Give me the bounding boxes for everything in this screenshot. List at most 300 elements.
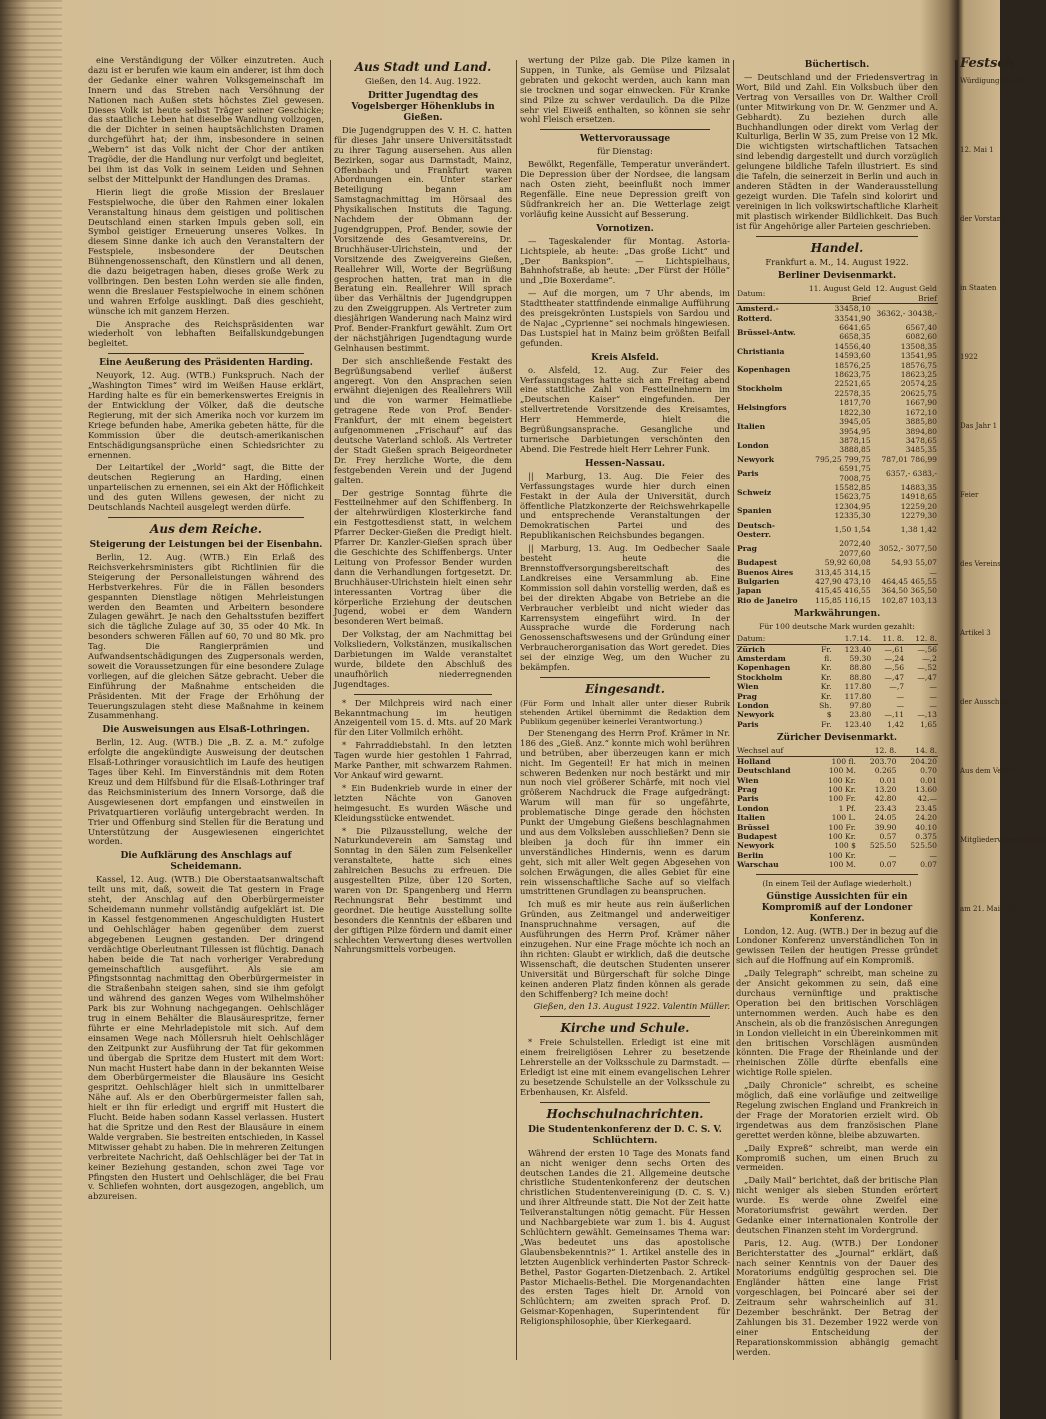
rate-cell: 427,90 473,10 <box>815 577 871 586</box>
table-row <box>736 436 938 455</box>
section-rule <box>540 677 710 678</box>
currency-name-cell: Italien <box>737 813 766 823</box>
berliner-devisen-table <box>736 284 938 605</box>
article-paragraph: || Marburg, 13. Aug. Die Feier des Verfassungstages wurde hier durch einen Festakt in der Aula der Universität, durch öffentliche Platzkonzerte der Reichswehrkapelle und entsprechende Veranstaltungen der Demokratischen Partei und des Republikanischen Reichsbundes begangen. <box>520 470 730 541</box>
currency-name-cell: Helsingfors <box>737 402 787 412</box>
table-row <box>736 851 938 860</box>
rate-cell: 364,50 365,50 <box>881 586 937 596</box>
rate-cell: 42.80 <box>874 794 897 804</box>
rate-cell: 3945,05 3954,95 <box>839 417 871 436</box>
article-paragraph: Der sich anschließende Festakt des Begrüßungsabend verlief äußerst angeregt. Von den Ansprachen seien erwähnt diejenigen des Reallehrers Will und die von warmer Heimatliebe getragene Rede von Prof. Bender-Frankfurt, der mit einem begeistert aufgenommenen „Frischauf“ auf das deutsche Vaterland schloß. Als Vertreter der Stadt Gießen sprach Beigeordneter Dr. Frey herzliche Worte, die dem festgebenden Verein und der Jugend galten. <box>334 355 512 485</box>
rate-cell: 0.375 <box>915 831 937 841</box>
rate-cell: 88.80 <box>849 672 872 682</box>
article-paragraph: Der Stenengang des Herrn Prof. Krämer in Nr. 186 des „Gieß. Anz.“ konnte mich wohl berühren und betrüben, aber überzeugen kann er mich nicht. Im Gegenteil! Er hat mich in meinen schweren Bedenken nur noch bestärkt und mir nun noch viel größerer Schärfe, mit noch viel größerem Nachdruck die Frage aufgedrängt: Warum will man für so ungefährte, problematische Dinge gerade den höchsten Punkt der Umgebung Gießens beschlagnahmen und aus dem Volksleben ausschließen? Denn sie bleiben ja doch für ihn immer ein unverständliches Hindernis, wenn es darum geht, sich mit aller Welt gegen Abgesehen von solchen Erwägungen, die alles Gebiet für eine rein wissenschaftliche Sache auf so vielfach umstrittenen Grundlagen zu beanspruchen. <box>520 727 730 897</box>
currency-name-cell: Stockholm <box>737 672 783 682</box>
article-paragraph: Der Volkstag, der am Nachmittag bei Volksliedern, Volkstänzen, musikalischen Darbietungen im Walde veranstaltet wurde, bildete den Abschluß des unaufhörlich niederregnenden Jugendtages. <box>334 629 512 689</box>
rate-cell: 102,87 103,13 <box>881 595 937 605</box>
table-row <box>736 673 938 682</box>
rate-cell: 97.80 <box>849 701 872 711</box>
fragment-line: Würdigung des Ju <box>960 77 1024 85</box>
rate-cell: 23.80 <box>849 710 872 720</box>
rate-cell: 0.01 <box>920 775 937 785</box>
headline-harding: Eine Aeußerung des Präsidenten Harding. <box>99 358 313 369</box>
currency-name-cell: Prag <box>737 544 757 554</box>
rate-cell: 100 Kr. <box>828 775 856 785</box>
article-paragraph: Der gestrige Sonntag führte die Festteilnehmer auf den Schiffenberg. In der altehrwürdigen Klosterkirche fand ein Festgottesdienst statt, in welchem Pfarrer Decker-Gießen die Predigt hielt. Pfarrer Dr. Kanzler-Gießen sprach über die Geschichte des Schiffenbergs. Unter Leitung von Professor Bender wurden dann die Verhandlungen fortgesetzt. Dr. Bruchhäuser-Ulrichstein hielt einen sehr interessanten Vortrag über die körperliche Erziehung der deutschen Jugend, wobei er dem Wandern besonderen Wert beimaß. <box>334 487 512 627</box>
rate-cell: 3052,- 3077,50 <box>878 544 937 554</box>
rate-cell: 1,38 1,42 <box>900 525 937 535</box>
table-header-row <box>736 634 938 644</box>
article-paragraph: || Marburg, 13. Aug. Im Oedbecher Saale besteht heute die Brennstoffversorgungsbereitschaft des Landkreises eine Versammlung ab. Eine Kommission soll dahin vorstellig werden, daß es bei der direkten Abgabe von Betriebe an die Verbraucher verbleibt und nicht wieder das Karrensystem eingeführt wird. In der Aussprache wurde die Forderung nach Genossenschaftswesens und der Gründung einer Verbraucherorganisation das Wort geredet. Dies sei der einzige Weg, um den Wucher zu bekämpfen. <box>520 543 730 673</box>
rate-cell: 13508,35 13541,95 <box>900 341 937 361</box>
rate-cell: Kr. <box>820 682 832 692</box>
rate-cell: 12259,20 12279,30 <box>900 501 937 521</box>
masthead-fragment: Festsch <box>960 56 1015 71</box>
rate-cell: 100 $ <box>834 841 856 851</box>
table-header-row <box>736 284 938 303</box>
rate-cell: 12304,95 12335,30 <box>834 501 871 521</box>
rate-cell: Kr. <box>820 691 832 701</box>
currency-name-cell: Stockholm <box>737 384 783 394</box>
rate-cell: 1,65 <box>920 719 937 729</box>
section-title-stadt: Aus Stadt und Land. <box>354 60 492 74</box>
rate-cell: 1,50 1,54 <box>834 525 871 535</box>
fragment-line: 12. Mai 1 <box>960 146 994 154</box>
rate-cell: 23.45 <box>915 803 937 813</box>
section-title-hochschul: Hochschulnachrichten. <box>546 1106 704 1121</box>
table-row <box>736 710 938 719</box>
rate-cell: — <box>929 682 937 692</box>
table-header-cell: 1.7.14. <box>833 634 873 644</box>
table-row <box>736 644 938 654</box>
currency-name-cell: Budapest <box>737 831 778 841</box>
rate-cell: 0.70 <box>920 766 937 776</box>
article-paragraph: Kassel, 12. Aug. (WTB.) Die Oberstaatsanwaltschaft teilt uns mit, daß, soweit die Tat gestern in Frage steht, der Anschlag auf den Oberbürgermeister Scheidemann nunmehr vollständig aufgeklärt ist. Die in Kassel festgenommenen Angeschuldigten Hustert und Oehlschläger haben gegenüber dem zuerst abgegebenen Leugnen gestanden. Der dringend verdächtige Oberleutnant Tillessen ist flüchtig. Danach haben beide die Tat nach vorheriger Verabredung gemeinschaftlich ausgeführt. Als sie am Pfingstsonntag nachmittag den Oberbürgermeister in die Straßenbahn steigen sahen, sind sie ihm gefolgt und während des ganzen Weges vom Wilhelmshöher Park bis zur Wohnung nachgegangen. Oehlschläger trug in einem Behälter die Blausäurespritze, ferner führte er eine Mehrladepistole mit sich. Auf dem einsamen Wege nach Möllersruh hielt Oehlschläger den Zeitpunkt zur Ausführung der Tat für gekommen und übergab die Spritze dem Hustert mit dem Wort: Nun macht Hustert habe dann in der bekannten Weise dem Oberbürgermeister die Blausäure ins Gesicht gespritzt. Oehlschläger hielt sich in unmittelbarer Nähe auf. Als er den Oberbürgermeister fallen sah, hielt er ihn für erledigt und ergriff mit Hustert die Flucht. Beide haben sodann Kassel verlassen. Hustert hat die Spritze und den Rest der Blausäure in einem Walde vergraben. Sie bestreiten entschieden, in Kassel Mitwisser gehabt zu haben. Die in mehreren Zeitungen verbreitete Nachricht, daß Oehlschläger bei der Tat in keiner Beziehung gestanden, schon zwei Tage vor Pfingsten den Hustert und Oehlschläger, die bei Frau v. Schliefen wohnten, dort ausgezogen, angeblich, um abzureisen. <box>88 874 325 1202</box>
article-paragraph: — Auf die morgen, um 7 Uhr abends, im Stadttheater stattfindende einmalige Aufführung des preisgekrönten Lustspiels von Sardou und de Najac „Cyprienne“ sei nochmals hingewiesen. Das Lustspiel hat in Mainz beim größten Beifall gefunden. <box>520 288 730 348</box>
rate-cell: 6567,40 6082,60 <box>905 323 937 342</box>
column-4 <box>736 56 938 1396</box>
fragment-line: in Staaten <box>960 284 997 292</box>
table-row <box>736 323 938 342</box>
rate-cell: 115,85 116,15 <box>815 595 871 605</box>
currency-name-cell: Kopenhagen <box>737 663 791 673</box>
currency-name-cell: Zürich <box>737 644 766 654</box>
rate-cell: 100 M. <box>828 766 856 776</box>
article-paragraph: wertung der Pilze gab. Die Pilze kamen in Suppen, in Tunke, als Gemüse und Pilzsalat gebraten und gekocht werden, auch kann man sie trocknen und sogar einwecken. Für Kranke sind Pilze zu schwer verdaulich. Da die Pilze sehr viel Eiweiß enthalten, so können sie sehr wohl Fleisch ersetzen. <box>520 55 730 125</box>
currency-name-cell: Buenos Aires <box>737 567 794 577</box>
table-row <box>736 776 938 785</box>
rate-cell: 2072,40 2077,60 <box>839 539 871 558</box>
rate-cell: 3885,80 3894,80 <box>905 417 937 436</box>
article-paragraph: „Daily Expreß“ schreibt, man werde ein Kompromiß suchen, um einen Bruch zu vermeiden. <box>736 1142 938 1173</box>
rate-cell: —,61 <box>884 644 905 654</box>
currency-name-cell: Paris <box>737 468 759 478</box>
table-header-cell: Datum: <box>736 284 805 303</box>
table-row <box>736 586 938 595</box>
rate-cell: 0.07 <box>920 860 937 870</box>
local-news-item: * Fahrraddiebstahl. In den letzten Tagen wurde hier gestohlen 1 Fahrrad, Marke Panther, mit schwarzem Rahmen. Vor Ankauf wird gewarnt. <box>334 740 512 780</box>
rate-cell: 24.20 <box>915 813 937 823</box>
section-title-reich: Aus dem Reiche. <box>150 521 262 536</box>
currency-name-cell: Wien <box>737 682 759 692</box>
table-header-cell: 12. August Geld Brief <box>872 284 938 303</box>
section-title-kirche: Kirche und Schule. <box>560 1021 690 1036</box>
rate-cell: —,13 <box>917 710 937 720</box>
letter-signature: Gießen, den 13. August 1922. Valentin Müller. <box>533 1001 730 1012</box>
rate-cell: 13.20 <box>874 784 897 794</box>
rate-cell: 100 Fr. <box>828 794 856 804</box>
currency-name-cell: Brüssel-Antw. <box>737 327 796 337</box>
rate-cell: 117.80 <box>844 682 872 692</box>
section-rule <box>756 236 918 237</box>
headline-hessen: Hessen-Nassau. <box>584 458 666 469</box>
rate-cell: 40.10 <box>915 822 937 832</box>
table-row <box>736 692 938 701</box>
rate-cell: — <box>896 691 905 701</box>
headline-wetter: Wettervoraussage <box>579 134 671 145</box>
fragment-line: Aus dem Verein <box>960 767 1016 775</box>
rate-cell: —,56 <box>884 663 905 673</box>
table-row <box>736 521 938 540</box>
rate-cell: 117.80 <box>844 691 872 701</box>
table-header-row <box>736 746 938 756</box>
rate-cell: fl. <box>824 654 832 664</box>
headline-studentenkonferenz: Die Studentenkonferenz der D. C. S. V. Schlüchtern. <box>528 1124 722 1146</box>
table-row <box>736 654 938 663</box>
rate-cell: 20574,25 20625,75 <box>900 379 937 398</box>
rate-cell: 59,92 60,08 <box>824 558 871 568</box>
currency-name-cell: Newyork <box>737 710 775 720</box>
section-rule <box>108 517 304 518</box>
local-news-item: * Ein Budenkrieb wurde in einer der letzten Nächte von Ganoven heimgesucht. Es wurden Wäsche und Kleidungsstücke entwendet. <box>334 782 512 823</box>
section-rule <box>540 129 710 130</box>
currency-name-cell: Bulgarien <box>737 577 780 586</box>
currency-name-cell: Schweiz <box>737 487 772 497</box>
table-row <box>736 417 938 436</box>
table-row <box>736 720 938 729</box>
article-paragraph: „Daily Chronicle“ schreibt, es scheine möglich, daß eine vorläufige und zeitweilige Regelung zwischen England und Frankreich in der Frage der Moratorien erzielt wird. Ob irgendetwas aus dem französischen Plane gerettet werden könne, bleibe abzuwarten. <box>736 1080 938 1140</box>
rate-cell: 1 Pf. <box>838 803 856 813</box>
currency-name-cell: Prag <box>737 784 757 794</box>
table-row <box>736 663 938 672</box>
next-page-fragment <box>960 56 1046 1396</box>
markwaehrungen-subtitle: Für 100 deutsche Mark wurden gezahlt: <box>759 622 915 632</box>
table-row <box>736 841 938 850</box>
table-header-cell <box>815 746 857 756</box>
wetter-subtitle: für Dienstag: <box>597 146 653 157</box>
currency-name-cell: Wien <box>737 775 759 785</box>
section-rule <box>354 694 492 695</box>
dateline: Gießen, den 14. Aug. 1922. <box>364 76 482 86</box>
table-row <box>736 483 938 502</box>
rate-cell: 36362,- 30438,- <box>876 308 937 318</box>
rate-cell: —,47 <box>884 672 905 682</box>
book-binding-edge <box>0 0 62 1419</box>
fragment-line: Mitgliederversammlung <box>960 836 1046 844</box>
headline-ausweisungen: Die Ausweisungen aus Elsaß-Lothringen. <box>102 725 310 736</box>
currency-name-cell: Rio de Janeiro <box>737 595 798 605</box>
article-paragraph: o. Alsfeld, 12. Aug. Zur Feier des Verfassungstages hatte sich am Freitag abend eine stattliche Zahl von Festteilnehmern im „Deutschen Kaiser“ eingefunden. Der stellvertretende Vorsitzende des Kreisamtes, Herr Hemmerde, hielt die Begrüßungsansprache. Gesangliche und turnerische Darbietungen verschönten den Abend. Die Festrede hielt Herr Lehrer Funk. <box>520 364 730 454</box>
fragment-list <box>960 77 1046 914</box>
currency-name-cell: Warschau <box>737 860 779 870</box>
rate-cell: 6641,65 6658,35 <box>839 323 871 342</box>
eingesandt-disclaimer: (Für Form und Inhalt aller unter dieser Rubrik stehenden Artikel übernimmt die Redaktion dem Publikum gegenüber keinerlei Verantwortung.) <box>520 698 730 726</box>
table-row <box>736 304 938 323</box>
page-gutter <box>955 60 958 1360</box>
rate-cell: Sh. <box>819 701 832 711</box>
article-paragraph: „Daily Telegraph“ schreibt, man scheine zu der Ansicht gekommen zu sein, daß eine durchaus vernünftige und praktische Operation bei den britischen Vorschlägen unternommen werden. Auch habe es den Anschein, als ob die französischen Anregungen in London vielleicht in ein Übereinkommen mit den britischen Vorschlägen ausmünden könnten. Die Frage der Rheinlande und der rheinischen Zölle dürfte ebenfalls eine wichtige Rolle spielen. <box>736 968 938 1078</box>
currency-name-cell: London <box>737 440 769 450</box>
fragment-line: der Vorstand <box>960 215 1006 223</box>
table-row <box>736 860 938 869</box>
fragment-line: des Vereins <box>960 560 1001 568</box>
rate-cell: —,56 <box>917 644 937 654</box>
headline-eisenbahn: Steigerung der Leistungen bei der Eisenbahn. <box>89 539 323 550</box>
currency-name-cell: Newyork <box>737 454 775 464</box>
table-row <box>736 804 938 813</box>
rate-cell: 22521,65 22578,35 <box>834 379 871 398</box>
table-row <box>736 794 938 803</box>
currency-name-cell: Deutsch-Oesterr. <box>737 520 776 539</box>
column-3 <box>520 56 730 1396</box>
rate-cell: 100 Kr. <box>828 850 856 860</box>
fragment-line: Feier <box>960 491 979 499</box>
rate-cell: 18576,75 18623,25 <box>900 360 937 380</box>
rate-cell: Kr. <box>820 663 832 673</box>
column-divider <box>330 60 331 1360</box>
currency-name-cell: Berlin <box>737 850 764 860</box>
table-row <box>736 756 938 766</box>
table-row <box>736 682 938 691</box>
currency-name-cell: London <box>737 701 769 711</box>
rate-cell: —,52 <box>917 663 937 673</box>
rate-cell: 42.— <box>917 794 937 804</box>
table-row <box>736 577 938 586</box>
table-header-cell: 12. 8. <box>905 634 938 644</box>
currency-name-cell: Brüssel <box>737 822 770 832</box>
rate-cell: 6591,75 7008,75 <box>839 464 871 483</box>
table-row <box>736 558 938 567</box>
table-row <box>736 823 938 832</box>
fragment-line: der Ausschuß <box>960 698 1009 706</box>
table-row <box>736 455 938 464</box>
section-rule <box>540 1016 710 1017</box>
article-paragraph: Die Ansprache des Reichspräsidenten war wiederholt von lebhaften Beifallskundgebungen begleitet. <box>88 318 324 349</box>
article-paragraph: * Freie Schulstellen. Erledigt ist eine mit einem freireligiösen Lehrer zu besetzende Lehrerstelle an der Volksschule zu Darmstadt. — Erledigt ist eine mit einem evangelischen Lehrer zu besetzende Schulstelle an der Volksschule zu Erbenhausen, Kr. Alsfeld. <box>520 1037 730 1097</box>
currency-name-cell: Christiania <box>737 346 785 356</box>
table-header-cell: Wechsel auf <box>736 746 815 756</box>
section-rule <box>756 874 918 875</box>
article-paragraph: London, 12. Aug. (WTB.) Der in bezug auf die Londoner Konferenz unverständlichen Ton in gewissen Teilen der heutigen Presse gründet sich auf die Hoffnung auf ein Kompromiß. <box>736 925 938 966</box>
rate-cell: 795,25 799,75 <box>815 454 871 464</box>
headline-alsfeld: Kreis Alsfeld. <box>591 352 659 363</box>
currency-name-cell: London <box>737 803 769 813</box>
rate-cell: 0.01 <box>879 775 897 785</box>
headline-berliner-devisen: Berliner Devisenmarkt. <box>777 271 897 282</box>
article-paragraph: Neuyork, 12. Aug. (WTB.) Funkspruch. Nach der „Washington Times“ wird im Weißen Hause erklärt, Harding halte es für ein bemerkenswertes Ereignis in der Entwicklung der Völker, daß die deutsche Regierung, mit der sich Amerika noch vor kurzem im Kriege befunden habe, Amerika gebeten hätte, für die Kommission über die deutsch-amerikanischen Entschädigungsansprüche einen Schiedsrichter zu ernennen. <box>88 370 324 460</box>
rate-cell: 54,93 55,07 <box>891 558 937 568</box>
table-row <box>736 785 938 794</box>
table-row <box>736 502 938 521</box>
zuercher-devisen-table <box>736 746 938 869</box>
auflage-note: (In einem Teil der Auflage wiederholt.) <box>762 878 912 888</box>
currency-name-cell: Budapest <box>737 558 778 568</box>
rate-cell: 88.80 <box>849 663 872 673</box>
rate-cell: Fr. <box>821 644 832 654</box>
rate-cell: 100 Fr. <box>828 822 856 832</box>
rate-cell: 23.43 <box>874 803 897 813</box>
rate-cell: — <box>929 567 937 577</box>
rate-cell: — <box>929 701 937 711</box>
table-row <box>736 361 938 380</box>
rate-cell: — <box>929 691 937 701</box>
article-paragraph: eine Verständigung der Völker einzutreten. Auch dazu ist er berufen wie kaum ein anderer, ist ihm doch der Gedanke einer wahren Volksgemeinschaft im Innern und das Streben nach Versöhnung der Nationen nach Außen stets höchstes Ziel gewesen. Dieses Volk ist heute selbst Träger seiner Geschicke; das staatliche Leben hat dieselbe Wandlung vollzogen, die der Dichter in seinen hauptsächlichsten Dramen durchgeführt hat; der ihm, insbesondere in seinen „Webern“ ist das Volk nicht der Chor der antiken Tragödie, der die Handlung nur verfolgt und begleitet, bei ihm ist das Volk in seinem Leiden und Sehnen selbst der Mittelpunkt der Handlungen des Dramas. <box>88 55 324 184</box>
table-header-cell: Datum: <box>736 634 813 644</box>
table-row <box>736 596 938 605</box>
rate-cell: 100 Kr. <box>828 784 856 794</box>
headline-aussichten: Günstige Aussichten für ein Kompromiß auf der Londoner Konferenz. <box>761 891 913 924</box>
rate-cell: —,2 <box>922 654 937 664</box>
rate-cell: $ <box>826 710 832 720</box>
currency-name-cell: Prag <box>737 691 757 701</box>
article-paragraph: „Daily Mail“ berichtet, daß der britische Plan nicht weniger als sieben Stunden erörtert wurde. Es werde ohne Zweifel eine Moratoriumsfrist gewährt werden. Der Gedanke einer internationalen Kontrolle der deutschen Finanzen steht im Vordergrund. <box>736 1175 938 1235</box>
article-paragraph: Berlin, 12. Aug. (WTB.) Die „B. Z. a. M.“ zufolge erfolgte die angekündigte Ausweisung der deutschen Elsaß-Lothringer vorausichtlich im Laufe des heutigen Tages über Kehl. Im Einverständnis mit dem Roten Kreuz und dem Hilfsbund für die Elsaß-Lothringer traf das Reichsministerium des Innern Vorsorge, daß die Ausgewiesenen dort empfangen und einstweilen in Privatquartieren vorläufig untergebracht werden. In Trier und Offenburg sind Stellen für die Beratung und Unterstützung der Ausgewiesenen eingerichtet worden. <box>88 737 324 847</box>
rate-cell: 14556,40 14593,60 <box>834 341 871 361</box>
article-paragraph: — Deutschland und der Friedensvertrag in Wort, Bild und Zahl. Ein Volksbuch über den Vertrag von Versailles von Dr. Walther Croll (unter Mitwirkung von Dr. W. Genzmer und A. Gebhardt). Zu beziehen durch alle Buchhandlungen oder direkt vom Verlag der Kulturliga, Berlin W 35, zum Preise von 12 Mk. Die wichtigsten wirtschaftlichen Tatsachen sind lebendig dargestellt und durch vorzüglich gelungene bildliche Tafeln illustriert. Es sind die Tafeln, die seinerzeit in Berlin und auch in anderen Städten in der Wanderausstellung gezeigt wurden. Die Tafeln sind kolorirt und vereinigen in lich volkswirtschaftliche Klarheit mit plastisch wirkender Bildlichkeit. Das Buch ist für Angehörige aller Parteien geschrieben. <box>736 72 938 231</box>
rate-cell: —,7 <box>889 682 905 692</box>
section-title-eingesandt: Eingesandt. <box>585 681 665 696</box>
rate-cell: 313,45 314,15 <box>815 567 871 577</box>
article-paragraph: Berlin, 12. Aug. (WTB.) Ein Erlaß des Reichsverkehrsministers gibt Richtlinien für die Steigerung der Personalleistungen während des Herbstverkehres. Für die in Fällen besonders gespannten Dienstlage nötigen Mehrleistungen werden den Beamten und Arbeitern besondere Zulagen gewährt. Je nach den Gehaltsstufen beziffert sich die tägliche Zulage auf 30, 35 oder 40 Mk. In besonders schweren Fällen auf 60, 70 und 80 Mk. pro Tag. Die Rangierprämien und Aufwandsentschädigungen des Zugpersonals werden, soweit die Voraussetzungen für eine besondere Zulage vorliegen, auf die gleichen Sätze gebracht. Ueber die Einführung der Maßnahme entscheiden die Präsidenten. Mit der Frage der Erhöhung der Teuerungszulagen steht diese Maßnahme in keinem Zusammenhang. <box>88 551 324 721</box>
rate-cell: 100 M. <box>828 860 856 870</box>
table-row <box>736 832 938 841</box>
table-header-cell <box>813 634 833 644</box>
rate-cell: 100 L. <box>831 813 856 823</box>
table-header-cell: 14. 8. <box>897 746 938 756</box>
rate-cell: 100 fl. <box>831 756 856 766</box>
article-paragraph: Ich muß es mir heute aus rein äußerlichen Gründen, aus Zeitmangel und anderweitiger Inanspruchnahme versagen, auf die Ausführungen des Herrn Prof. Krämer näher einzugehen. Nur eine Frage möchte ich noch an ihn richten: Glaubt er wirklich, daß die deutsche Wissenschaft, die deutschen Studenten unserer Universität und Bürgerschaft für solche Dinge keinen anderen Platz finden können als gerade den Schiffenberg? Ich meine doch! <box>520 899 730 999</box>
headline-jugendtag: Dritter Jugendtag des Vogelsberger Höhenklubs in Gießen. <box>351 90 495 123</box>
rate-cell: 1817,70 1822,30 <box>839 398 871 417</box>
rate-cell: 204.20 <box>910 756 937 766</box>
section-rule <box>108 353 304 354</box>
article-paragraph: Der Leitartikel der „World“ sagt, die Bitte der deutschen Regierung an Harding, einen unparteiischen zu ernennen, sei ein Akt der Höflichkeit und des guten Willens gewesen, der nicht zu Deutschlands Nachteil ausgelegt werden dürfe. <box>88 462 324 513</box>
column-1 <box>88 56 324 1396</box>
rate-cell: — <box>929 850 937 860</box>
rate-cell: 0.07 <box>879 860 897 870</box>
rate-cell: 525.50 <box>910 841 937 851</box>
rate-cell: 203.70 <box>869 756 897 766</box>
table-row <box>736 813 938 822</box>
column-divider <box>516 60 517 1360</box>
currency-name-cell: Italien <box>737 421 766 431</box>
section-title-handel: Handel. <box>810 240 864 255</box>
rate-cell: 0.57 <box>879 831 897 841</box>
currency-name-cell: Amsterd.-Rotterd. <box>737 304 779 323</box>
article-paragraph: — Tageskalender für Montag. Astoria-Lichtspiele, ab heute: „Das große Licht“ und „Der Bankspion“. — Lichtspielhaus, Bahnhofstraße, ab heute: „Der Fürst der Hölle“ und „Die Boxerdame“. <box>520 235 730 286</box>
rate-cell: 13.60 <box>915 784 937 794</box>
article-paragraph: Die Jugendgruppen des V. H. C. hatten für dieses Jahr unsere Universitätsstadt zu ihrer Tagung ausersehen. Aus allen Bezirken, sogar aus Darmstadt, Mainz, Offenbach und Frankfurt waren Abordnungen ein. Unter starker Beteiligung begann am Samstagnachmittag im Hörsaal des Physikalischen Instituts die Tagung. Nachdem der Obmann der Jugendgruppen, Prof. Bender, sowie der Vorsitzende des Gesamtvereins, Dr. Bruchhäuser-Ulrichstein, und der Vorsitzende des Zweigvereins Gießen, Reallehrer Will, Worte der Begrüßung gesprochen hatten, trat man in die Beratung ein. Reallehrer Will sprach über das Verhältnis der Jugendgruppen zu den Zweiggruppen. Als Vertreter zum diesjährigen Wanderung nach Mainz wird Prof. Bender-Frankfurt gewählt. Zum Ort der nächstjährigen Jugendtagung wurde Gelnhausen bestimmt. <box>334 124 512 353</box>
rate-cell: 33458,10 33541,90 <box>834 304 871 323</box>
table-row <box>736 464 938 483</box>
rate-cell: 15582,85 15623,75 <box>834 482 871 502</box>
rate-cell: 14883,35 14918,65 <box>900 482 937 502</box>
rate-cell: 100 Kr. <box>828 831 856 841</box>
fragment-line: am 21. Mai 192 <box>960 905 1016 913</box>
currency-name-cell: Spanien <box>737 506 772 516</box>
currency-name-cell: Amsterdam <box>737 654 786 664</box>
rate-cell: 6357,- 6383,- <box>885 468 937 478</box>
rate-cell: 123.40 <box>844 719 872 729</box>
table-header-cell: 12. 8. <box>857 746 898 756</box>
fragment-line: 1922 <box>960 353 978 361</box>
fragment-line: Artikel 3 <box>960 629 991 637</box>
markwaehrungen-table <box>736 634 938 729</box>
table-row <box>736 766 938 775</box>
rate-cell: —,11 <box>884 710 905 720</box>
rate-cell: Fr. <box>821 719 832 729</box>
currency-name-cell: Newyork <box>737 841 775 851</box>
currency-name-cell: Paris <box>737 719 759 729</box>
table-row <box>736 342 938 361</box>
dateline: Frankfurt a. M., 14. August 1922. <box>765 256 909 267</box>
headline-anschlag: Die Aufklärung des Anschlags auf Scheidemann. <box>120 851 292 873</box>
rate-cell: 1,42 <box>887 719 905 729</box>
table-row <box>736 398 938 417</box>
local-news-item: * Der Milchpreis wird nach einer Bekanntmachung im heutigen Anzeigenteil vom 15. d. Mts. auf 20 Mark für den Liter Vollmilch erhöht. <box>334 697 512 738</box>
currency-name-cell: Deutschland <box>737 766 791 776</box>
rate-cell: 464,45 465,55 <box>881 577 937 586</box>
rate-cell: 415,45 416,55 <box>815 586 871 596</box>
table-row <box>736 701 938 710</box>
rate-cell: 787,01 786,99 <box>881 454 937 464</box>
article-paragraph: Während der ersten 10 Tage des Monats fand an nicht weniger denn sechs Orten des deutschen Landes die 21. Allgemeine deutsche christliche Studentenkonferenz der deutschen christlichen Studentenvereinigung (D. C. S. V.) und ihrer Altfreunde statt. Die Not der Zeit hatte Teilveranstaltungen nötig gemacht. Für Hessen und Nachbargebiete war zum 1. bis 4. August Schlüchtern gewählt. Gemeinsames Thema war: „Was bedeutet uns das apostolische Glaubensbekenntnis?“ 1. Artikel anstelle des in letzten Augenblick verhinderten Pastor Schreck-Bethel, Pastor Gogarten-Dietzenbach. 2. Artikel Pastor Michaelis-Bethel. Die Morgenandachten des ersten Tages hielt Dr. Arnold von Schlüchtern; am zweiten sprach Prof. D. Geismar-Kopenhagen, Superintendent für Religionsphilosophie, über Kierkegaard. <box>520 1147 730 1327</box>
headline-zuercher-devisen: Züricher Devisenmarkt. <box>776 733 898 744</box>
rate-cell: 39.90 <box>874 822 897 832</box>
rate-cell: 0.265 <box>874 766 897 776</box>
rate-cell: 123.40 <box>844 644 872 654</box>
headline-vornotizen: Vornotizen. <box>596 223 654 234</box>
currency-name-cell: Paris <box>737 794 759 804</box>
rate-cell: Kr. <box>820 672 832 682</box>
column-divider <box>733 60 734 1360</box>
table-row <box>736 379 938 398</box>
rate-cell: 1667,90 1672,10 <box>905 398 937 417</box>
table-row <box>736 539 938 558</box>
table-header-cell: 11. August Geld Brief <box>805 284 871 303</box>
weather-forecast-text: Bewölkt, Regenfälle, Temperatur unverändert. Die Depression über der Nordsee, die langsam nach Osten zieht, beeinflußt noch immer Regenfälle. Eine neue Depression greift von Südfrankreich her an. Die Wetterlage zeigt vorläufig keine Aussicht auf Besserung. <box>520 159 730 219</box>
rate-cell: 525.50 <box>869 841 897 851</box>
headline-markwaehrungen: Markwährungen. <box>793 609 881 620</box>
fragment-line: Das Jahr 1 <box>960 422 998 430</box>
table-row <box>736 568 938 577</box>
article-paragraph: Hierin liegt die große Mission der Breslauer Festspielwoche, die über den Rahmen einer lokalen Veranstaltung hinaus dem geistigen und politischen Deutschland einen starken Impuls geben soll, ein Symbol geistiger Erneuerung unseres Volkes. In diesem Sinne danke ich auch den Veranstaltern der Festspiele, insbesondere der Deutschen Bühnengenossenschaft, den Künstlern und all denen, die dazu beigetragen haben, dieses große Werk zu vollbringen. Den besten Lohn werden sie alle finden, wenn die Breslauer Festspielwoche in einem schönen und wahren Erfolge ausklingt. Daß dies geschieht, wünsche ich mit ganzem Herzen. <box>88 186 324 316</box>
rate-cell: 24.05 <box>874 813 897 823</box>
table-header-cell: 11. 8. <box>872 634 905 644</box>
headline-buechertisch: Büchertisch. <box>804 60 870 70</box>
currency-name-cell: Japan <box>737 586 762 596</box>
rate-cell: 3878,15 3888,85 <box>839 435 871 455</box>
rate-cell: 18576,25 18623,75 <box>834 360 871 380</box>
column-2 <box>334 56 512 1396</box>
currency-name-cell: Kopenhagen <box>737 365 791 375</box>
rate-cell: — <box>896 701 905 711</box>
rate-cell: 59.30 <box>849 654 872 664</box>
rate-cell: —,24 <box>884 654 905 664</box>
article-paragraph: Paris, 12. Aug. (WTB.) Der Londoner Berichterstatter des „Journal“ erklärt, daß nach seiner Kenntnis von der Dauer des Moratoriums endgültig gesprochen sei. Die Engländer hätten eine lange Frist vorgeschlagen, bei Poincaré aber sei der Zeitraum sehr wahrscheinlich auf 31. Dezember beschränkt. Der Betrag der Zahlungen bis 31. Dezember 1922 werde von einer Entscheidung der Reparationskommission abhängig gemacht werden. <box>736 1237 938 1357</box>
local-news-item: * Die Pilzausstellung, welche der Naturkundeverein am Samstag und Sonntag in den Sälen zum Felsenkeller veranstaltete, hatte sich eines zahlreichen Besuchs zu erfreuen. Die ausgestellten Pilze, über 120 Sorten, waren von Dr. Spangenberg und Herrn Rechnungsrat Behr bestimmt und geordnet. Die heutige Ausstellung sollte besonders die Kenntnis der eßbaren und der giftigen Pilze fördern und damit einer schlechten Verwertung dieses wertvollen Nahrungsmittels vorbeugen. <box>334 825 512 955</box>
rate-cell: —,47 <box>917 672 937 682</box>
